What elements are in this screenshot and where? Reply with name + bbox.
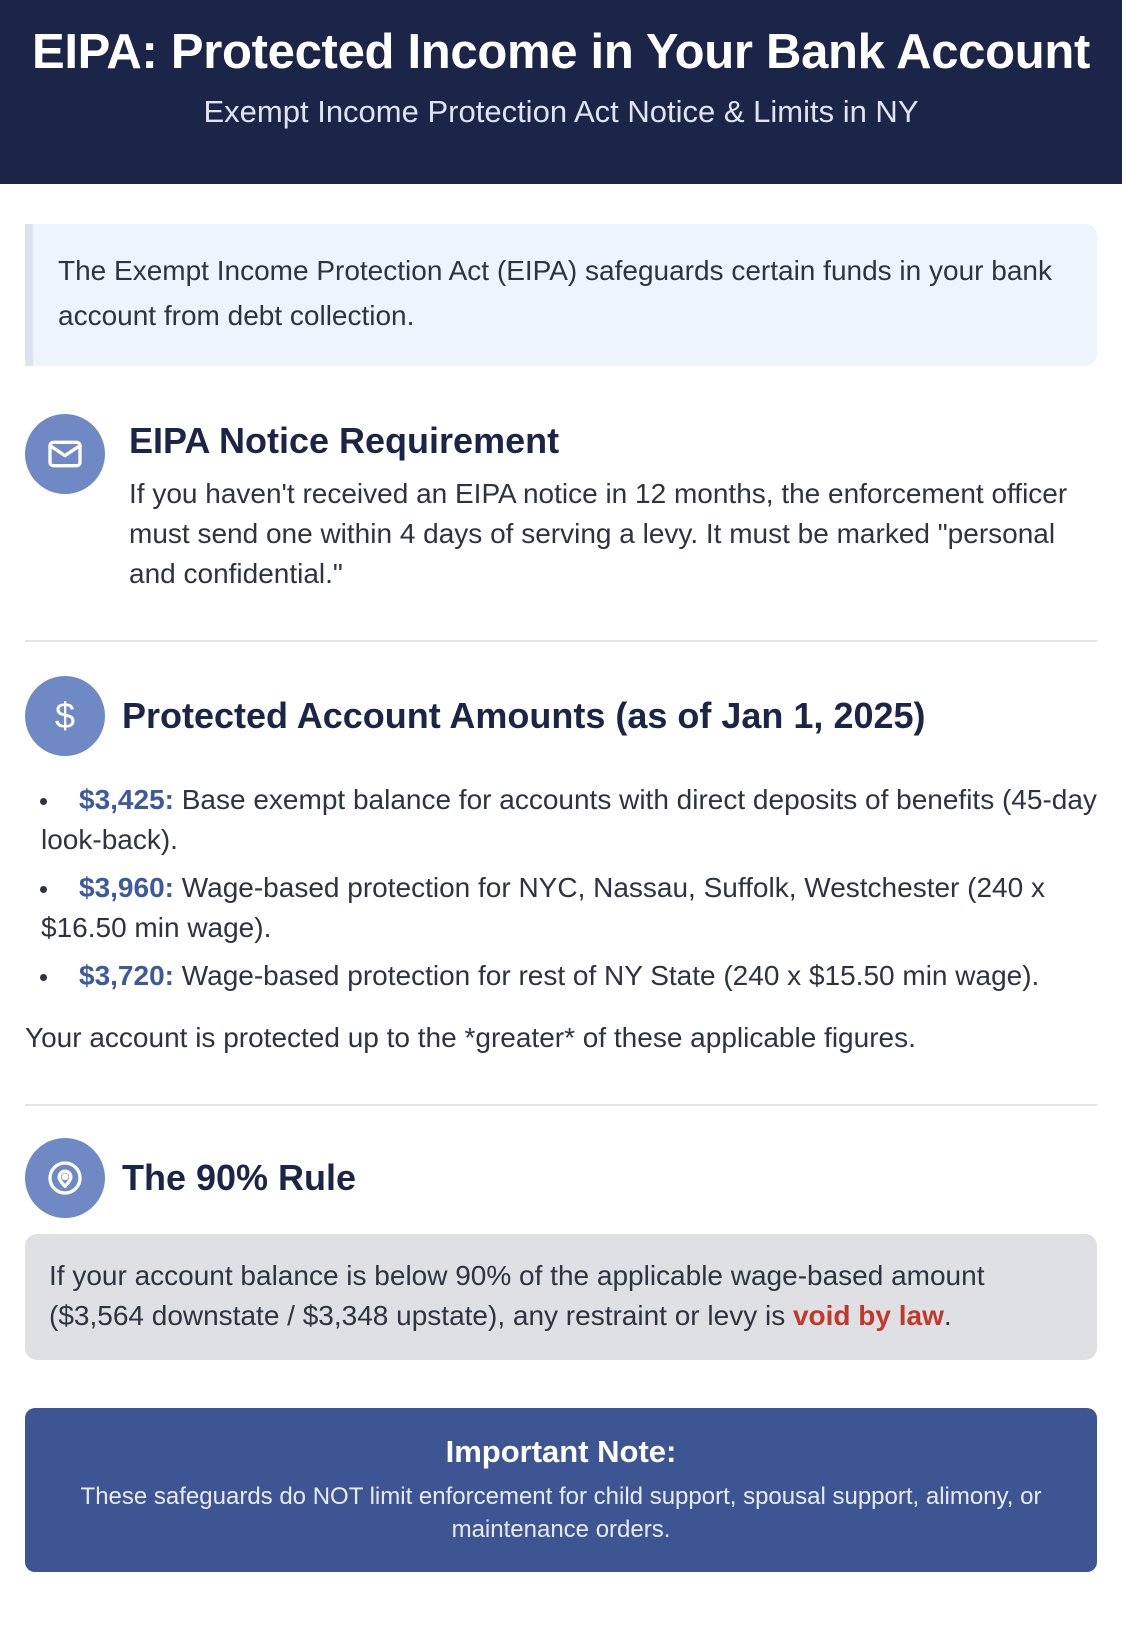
intro-callout: The Exempt Income Protection Act (EIPA) safeguards certain funds in your bank account from debt collection. [25, 224, 1097, 366]
envelope-icon [25, 414, 105, 494]
amount-description: Wage-based protection for NYC, Nassau, Suffolk, Westchester (240 x $16.50 min wage). [41, 872, 1045, 943]
note-text: These safeguards do NOT limit enforcement for child support, spousal support, alimony, or maintenance orders. [80, 1483, 1042, 1543]
list-item [25, 868, 1097, 948]
amount-description: Wage-based protection for rest of NY State (240 x $15.50 min wage). [173, 960, 1040, 991]
rule-text: If your account balance is below 90% of the applicable wage-based amount ($3,564 downstate / $3,348 upstate), any restraint or levy is [49, 1260, 985, 1331]
page-title: EIPA: Protected Income in Your Bank Account [31, 25, 1091, 79]
amount-value: $3,960: [79, 872, 174, 903]
amounts-summary: Your account is protected up to the *greater* of these applicable figures. [25, 1022, 916, 1053]
rule-text-end: . [943, 1300, 952, 1331]
notice-body [129, 414, 1097, 594]
dollar-glyph: $ [54, 695, 76, 736]
amounts-section-header [25, 676, 1097, 756]
important-note [25, 1408, 1097, 1572]
amounts-title: Protected Account Amounts (as of Jan 1, 2025) [122, 695, 926, 736]
notice-title: EIPA Notice Requirement [129, 420, 560, 461]
list-item [25, 780, 1097, 860]
list-item [25, 956, 1097, 996]
notice-section [25, 414, 1097, 594]
amount-value: $3,720: [79, 960, 174, 991]
page-header [0, 0, 1122, 184]
amount-value: $3,425: [79, 784, 174, 815]
amounts-list [25, 780, 1097, 996]
rule-title: The 90% Rule [122, 1157, 357, 1198]
dollar-icon [25, 676, 105, 756]
rule-section-header [25, 1138, 1097, 1218]
section-divider [25, 1104, 1097, 1106]
notice-text: If you haven't received an EIPA notice in 12 months, the enforcement officer must send one within 4 days of serving a levy. It must be marked "personal and confidential." [129, 478, 1068, 589]
amount-description: Base exempt balance for accounts with direct deposits of benefits (45-day look-back). [41, 784, 1097, 855]
rule-callout [25, 1234, 1097, 1360]
location-pin-icon [25, 1138, 105, 1218]
note-title: Important Note: [445, 1434, 677, 1469]
section-divider [25, 640, 1097, 642]
main-content [0, 184, 1122, 1572]
page-subtitle: Exempt Income Protection Act Notice & Limits in NY [203, 94, 919, 129]
void-highlight: void by law [792, 1300, 944, 1331]
